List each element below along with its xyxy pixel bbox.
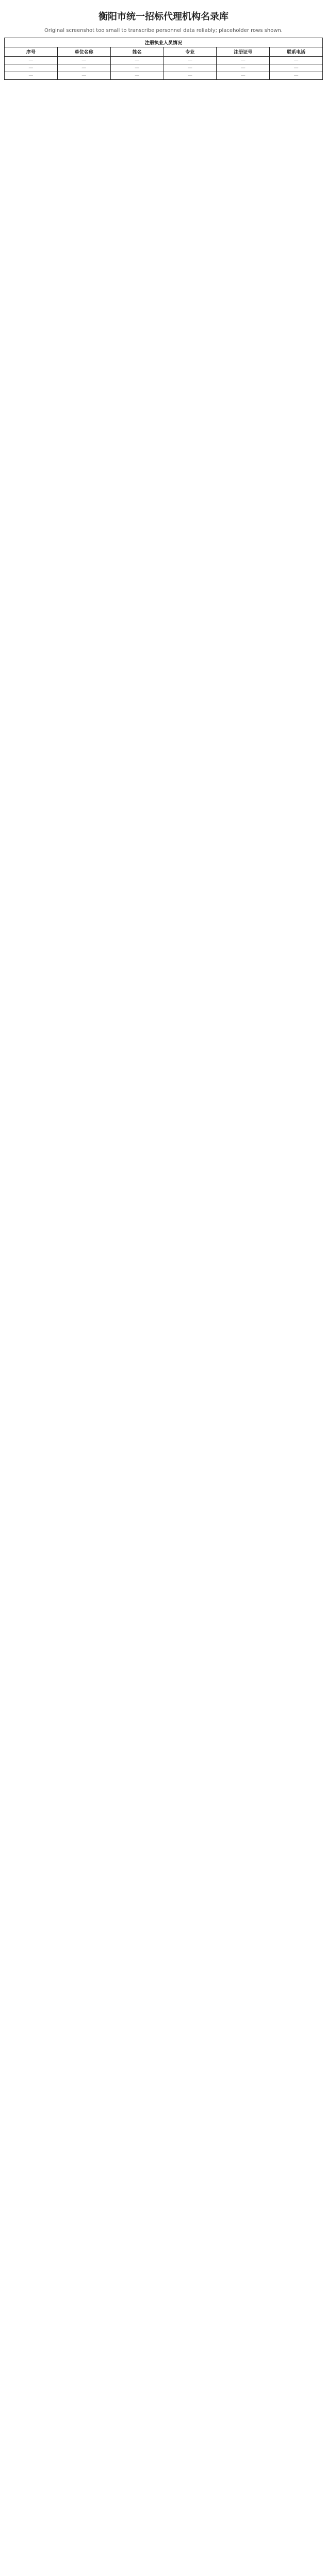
column-header: 联系电话: [270, 47, 323, 57]
table-cell: —: [217, 72, 270, 80]
table-cell: —: [57, 64, 110, 72]
table-cell: —: [164, 57, 217, 64]
table-cell: —: [5, 72, 58, 80]
column-headers: [5, 47, 323, 57]
table-cell: —: [270, 57, 323, 64]
table-cell: —: [57, 72, 110, 80]
column-header: 单位名称: [57, 47, 110, 57]
table-row: [5, 72, 323, 80]
table-cell: —: [57, 57, 110, 64]
table-cell: —: [110, 57, 164, 64]
column-header: 专业: [164, 47, 217, 57]
column-header: 注册证号: [217, 47, 270, 57]
page-title: 衡阳市统一招标代理机构名录库: [99, 11, 228, 22]
table-cell: —: [217, 57, 270, 64]
directory-table: [4, 38, 323, 80]
table-cell: —: [270, 72, 323, 80]
table-cell: —: [5, 57, 58, 64]
table-body: [5, 57, 323, 80]
table-cell: —: [164, 72, 217, 80]
table-row: [5, 57, 323, 64]
table-cell: —: [110, 72, 164, 80]
table-cell: —: [270, 64, 323, 72]
transcription-note: Original screenshot too small to transcribe personnel data reliably; placeholder rows shown.: [44, 28, 283, 33]
column-header: 序号: [5, 47, 58, 57]
table-cell: —: [5, 64, 58, 72]
column-header: 姓名: [110, 47, 164, 57]
group-header: 注册执业人员情况: [5, 38, 323, 47]
table-row: [5, 64, 323, 72]
table-cell: —: [217, 64, 270, 72]
table-cell: —: [164, 64, 217, 72]
page: [0, 0, 327, 92]
table-cell: —: [110, 64, 164, 72]
